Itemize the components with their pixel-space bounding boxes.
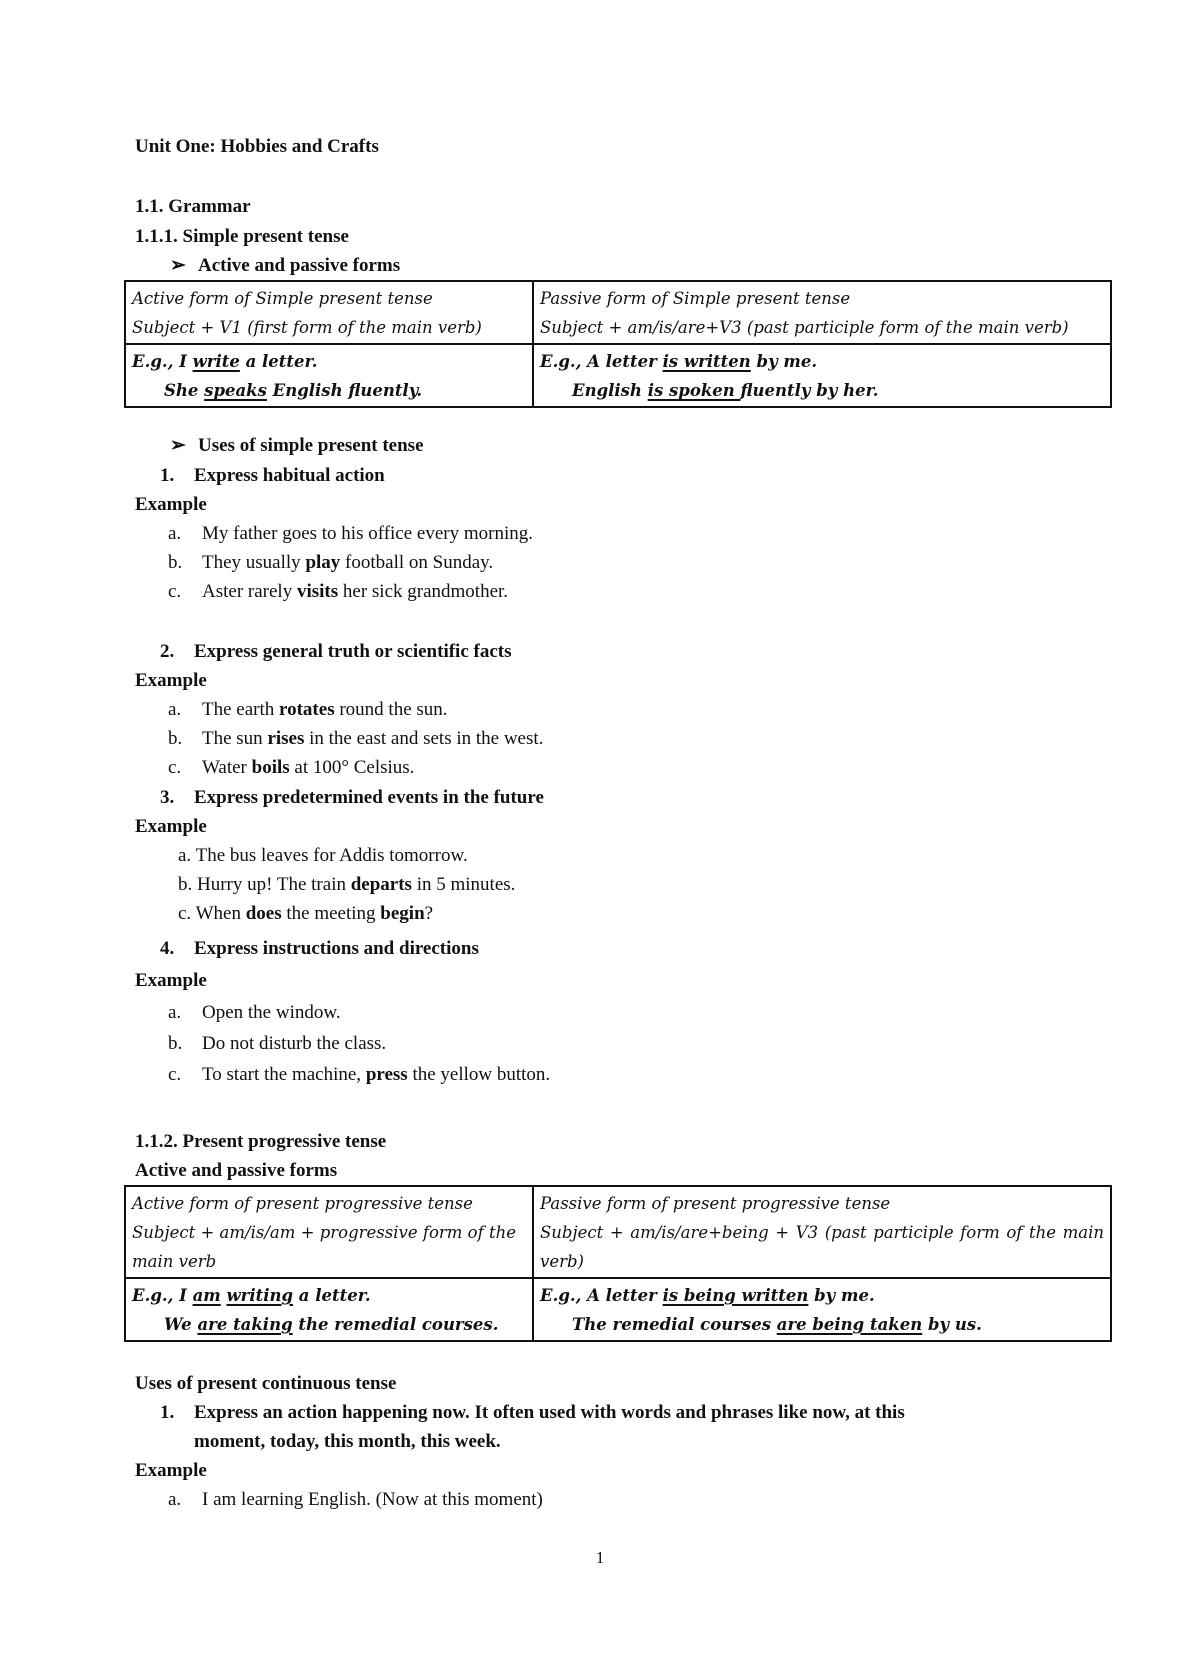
list-item: b. The sun rises in the east and sets in the west. (168, 728, 544, 749)
list-item: a. The bus leaves for Addis tomorrow. (178, 845, 468, 866)
use-heading: 3. Express predetermined events in the future (160, 787, 544, 808)
table-cell: Passive form of present progressive tense Subject + am/is/are+being + V3 (past participle form of the main verb) (533, 1186, 1111, 1278)
section-heading-present-progressive: 1.1.2. Present progressive tense (135, 1131, 387, 1152)
bullet-heading-active-passive: ➢ Active and passive forms (170, 255, 401, 276)
table-cell: E.g., A letter is written by me. English is spoken fluently by her. (533, 344, 1111, 407)
unit-title: Unit One: Hobbies and Crafts (135, 136, 379, 157)
table-cell: E.g., I am writing a letter. We are taking the remedial courses. (125, 1278, 533, 1341)
use-heading-continuation: moment, today, this month, this week. (194, 1431, 501, 1452)
table-cell: E.g., I write a letter. She speaks English fluently. (125, 344, 533, 407)
list-item: c. Water boils at 100° Celsius. (168, 757, 415, 778)
table-cell: Passive form of Simple present tense Subject + am/is/are+V3 (past participle form of the main verb) (533, 281, 1111, 344)
section-heading-grammar: 1.1. Grammar (135, 196, 251, 217)
list-item: b. They usually play football on Sunday. (168, 552, 494, 573)
table-cell: Active form of Simple present tense Subject + V1 (first form of the main verb) (125, 281, 533, 344)
table-cell: Active form of present progressive tense Subject + am/is/am + progressive form of the main verb (125, 1186, 533, 1278)
arrow-bullet-icon: ➢ (170, 435, 186, 456)
simple-present-forms-table (124, 280, 1112, 408)
list-item: c. When does the meeting begin? (178, 903, 434, 924)
table-row (125, 1186, 1111, 1278)
table-cell: E.g., A letter is being written by me. The remedial courses are being taken by us. (533, 1278, 1111, 1341)
present-progressive-forms-table (124, 1185, 1112, 1342)
subheading-active-passive: Active and passive forms (135, 1160, 338, 1181)
example-label: Example (135, 1460, 207, 1481)
list-item: b. Do not disturb the class. (168, 1033, 387, 1054)
use-heading: 1. Express an action happening now. It often used with words and phrases like now, at this (160, 1402, 905, 1423)
table-row (125, 1278, 1111, 1341)
list-item: a. The earth rotates round the sun. (168, 699, 448, 720)
use-heading: 2. Express general truth or scientific facts (160, 641, 512, 662)
list-item: a. My father goes to his office every morning. (168, 523, 534, 544)
example-label: Example (135, 494, 207, 515)
section-heading-simple-present: 1.1.1. Simple present tense (135, 226, 349, 247)
example-label: Example (135, 970, 207, 991)
list-item: a. I am learning English. (Now at this moment) (168, 1489, 543, 1510)
bullet-heading-uses-simple: ➢ Uses of simple present tense (170, 435, 424, 456)
page-number: 1 (595, 1548, 605, 1567)
arrow-bullet-icon: ➢ (170, 255, 186, 276)
list-item: a. Open the window. (168, 1002, 341, 1023)
example-label: Example (135, 670, 207, 691)
heading-uses-continuous: Uses of present continuous tense (135, 1373, 397, 1394)
table-row (125, 281, 1111, 344)
list-item: c. To start the machine, press the yellow button. (168, 1064, 551, 1085)
list-item: c. Aster rarely visits her sick grandmother. (168, 581, 509, 602)
use-heading: 1. Express habitual action (160, 465, 385, 486)
table-row (125, 344, 1111, 407)
example-label: Example (135, 816, 207, 837)
use-heading: 4. Express instructions and directions (160, 938, 479, 959)
list-item: b. Hurry up! The train departs in 5 minutes. (178, 874, 516, 895)
